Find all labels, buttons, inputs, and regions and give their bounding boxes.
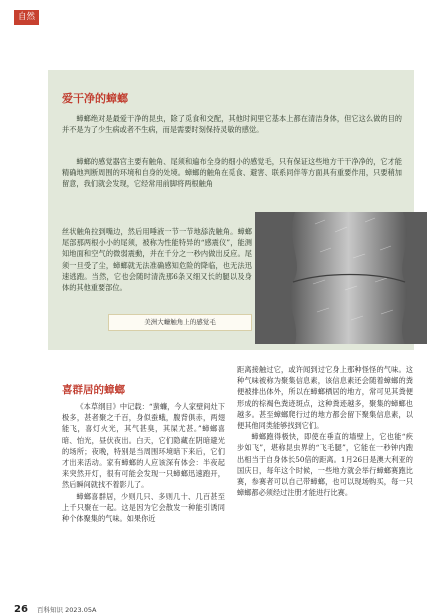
left-paragraph-2: 蟑螂喜群居，少则几只、多则几十、几百甚至上千只聚在一起。这是因为它会散发一种能引诱同种个体聚集的气味。如果你近 — [62, 491, 225, 524]
antenna-microscope-photo — [255, 212, 427, 344]
magazine-issue: 百科知识 2023.05A — [37, 606, 97, 614]
photo-caption: 美洲大蠊触角上的感觉毛 — [108, 314, 252, 331]
right-paragraph-1: 距离接触过它，或许闻到过它身上那种怪怪的气味。这种气味被称为聚集信息素，该信息素还会随着蟑螂的粪便被排出体外，所以在蟑螂栖居的地方，常可见其粪便形成的棕褐色粪迹斑点，这种粪迹越多，聚集的蟑螂也越多。甚至蟑螂爬行过的地方都会留下聚集信息素，以便其他同类能够找到它们。 — [237, 365, 413, 431]
panel-paragraph-1: 蟑螂绝对是最爱干净的昆虫，除了觅食和交配，其他时间里它基本上都在清洁身体，但它这么做的目的并不是为了少生病或者不生病，而是需要时刻保持灵敏的感觉。 — [62, 114, 402, 135]
right-column — [237, 364, 413, 498]
panel-paragraph-3: 丝状触角拉到嘴边，然后用唾液一节一节地舔洗触角。蟑螂尾部那两根小小的尾须，被称为性能特异的“感震仪”，能测知地面和空气的微弱震動，并在千分之一秒内做出反应。尾须一旦受了尘，蟑螂就无法准确感知危险的降临，也无法迅速逃跑。当然，它也会随时清洗那6条又细又长的腿以及身体的其他重要部位。 — [62, 227, 252, 293]
section-tag: 自然 — [14, 10, 39, 25]
page-footer — [14, 597, 96, 615]
panel-title: 爱干净的蟑螂 — [62, 92, 128, 105]
page-number: 26 — [14, 604, 28, 615]
right-paragraph-2: 蟑螂跑得极快，即使在垂直的墙壁上，它也能“疾步如飞”，堪称昆虫界的“飞毛腿”，它能在一秒钟内跑出相当于自身体长50倍的距离。1月26日是澳大利亚的国庆日，每年这个时候，一些地方就会举行蟑螂赛跑比赛，参赛者可以自己带蟑螂，也可以现场购买，每一只蟑螂都必须经过注册才能进行比赛。 — [237, 432, 413, 498]
section-heading: 喜群居的蟑螂 — [62, 384, 125, 396]
left-paragraph-1: 《本草纲目》中记载：“蜚蠊，今人家壁间灶下极多，甚者聚之千百，身似蚕蛾，腹背俱赤，两翅能飞，喜灯火光，其气甚臭，其屎尤甚。”蟑螂喜暗、怕光，昼伏夜出。白天，它们隐藏在阴暗避光的场所；夜晚，特别是当周围环境暗下来后，它们才出来活动。家有蟑螂的人应该深有体会：半夜起来突然开灯，很有可能会发现一只蟑螂迅速跑开，然后瞬间就找不着影儿了。 — [62, 402, 225, 490]
left-column — [62, 401, 225, 524]
panel-paragraph-2: 蟑螂的感觉器官主要有触角、尾须和遍布全身的细小的感觉毛，只有保证这些地方干干净净的，它才能精确地判断周围的环境和自身的处境。蟑螂的触角在觅食、避害、联系同伴等方面具有重要作用，只要稍加留意，我们就会发现，它经常用前脚将两根触角 — [62, 157, 402, 189]
